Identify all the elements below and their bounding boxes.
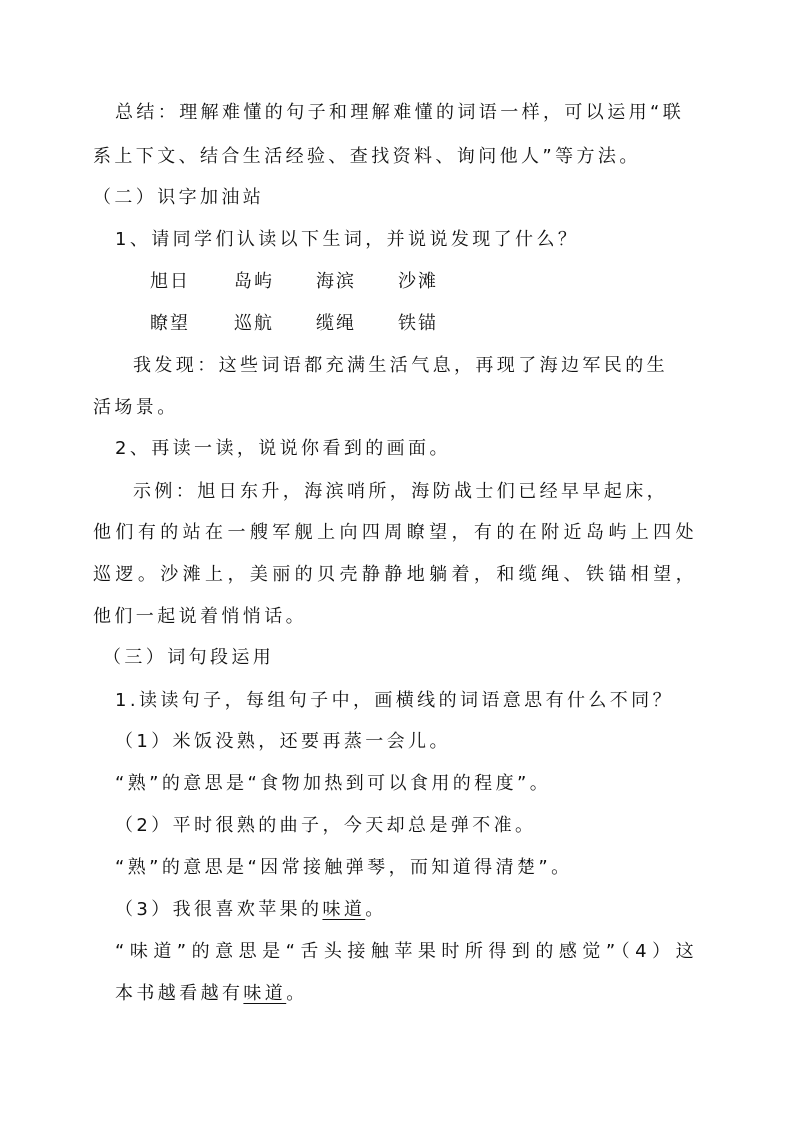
sentence-4-end: 。 <box>286 983 308 1004</box>
section3-heading: （三）词句段运用 <box>103 647 275 668</box>
meaning-1: “熟”的意思是“食物加热到可以食用的程度”。 <box>115 773 552 794</box>
discovery-line-2: 活场景。 <box>93 397 179 418</box>
section2-heading: （二）识字加油站 <box>93 187 265 208</box>
underlined-word: 味道 <box>243 983 287 1004</box>
summary-line-2: 系上下文、结合生活经验、查找资料、询问他人”等方法。 <box>93 146 641 167</box>
sentence-2: （2）平时很熟的曲子，今天却总是弹不准。 <box>115 815 537 836</box>
word: 巡航 <box>234 313 274 334</box>
word-row-2 <box>0 312 794 336</box>
example-line-1: 示例：旭日东升，海滨哨所，海防战士们已经早早起床， <box>133 481 668 502</box>
summary-line-1: 总结：理解难懂的句子和理解难懂的词语一样，可以运用“联 <box>115 102 685 123</box>
sentence-1: （1）米饭没熟，还要再蒸一会儿。 <box>115 731 451 752</box>
meaning-2: “熟”的意思是“因常接触弹琴，而知道得清楚”。 <box>115 857 573 878</box>
example-line-4: 他们一起说着悄悄话。 <box>93 606 307 627</box>
sentence-3 <box>115 898 387 922</box>
sentence-4 <box>115 982 308 1006</box>
word: 铁锚 <box>398 313 438 334</box>
word-row-1 <box>0 270 794 294</box>
section2-question-2: 2、再读一读，说说你看到的画面。 <box>115 438 451 459</box>
word: 旭日 <box>150 271 190 292</box>
sentence-4-text: 本书越看越有 <box>115 983 244 1004</box>
word: 缆绳 <box>316 313 356 334</box>
example-line-2: 他们有的站在一艘军舰上向四周瞭望，有的在附近岛屿上四处 <box>93 522 697 543</box>
sentence-3-end: 。 <box>365 899 387 920</box>
section3-question-1: 1.读读句子，每组句子中，画横线的词语意思有什么不同？ <box>115 690 674 711</box>
word: 岛屿 <box>234 271 274 292</box>
example-line-3: 巡逻。沙滩上，美丽的贝壳静静地躺着，和缆绳、铁锚相望， <box>93 564 697 585</box>
word: 沙滩 <box>398 271 438 292</box>
underlined-word: 味道 <box>322 899 366 920</box>
word: 海滨 <box>316 271 356 292</box>
section2-question-1: 1、请同学们认读以下生词，并说说发现了什么？ <box>115 229 580 250</box>
discovery-line-1: 我发现：这些词语都充满生活气息，再现了海边军民的生 <box>133 355 668 376</box>
meaning-3: “味道”的意思是“舌头接触苹果时所得到的感觉”（4）这 <box>115 941 697 962</box>
word: 瞭望 <box>150 313 190 334</box>
sentence-3-text: （3）我很喜欢苹果的 <box>115 899 323 920</box>
